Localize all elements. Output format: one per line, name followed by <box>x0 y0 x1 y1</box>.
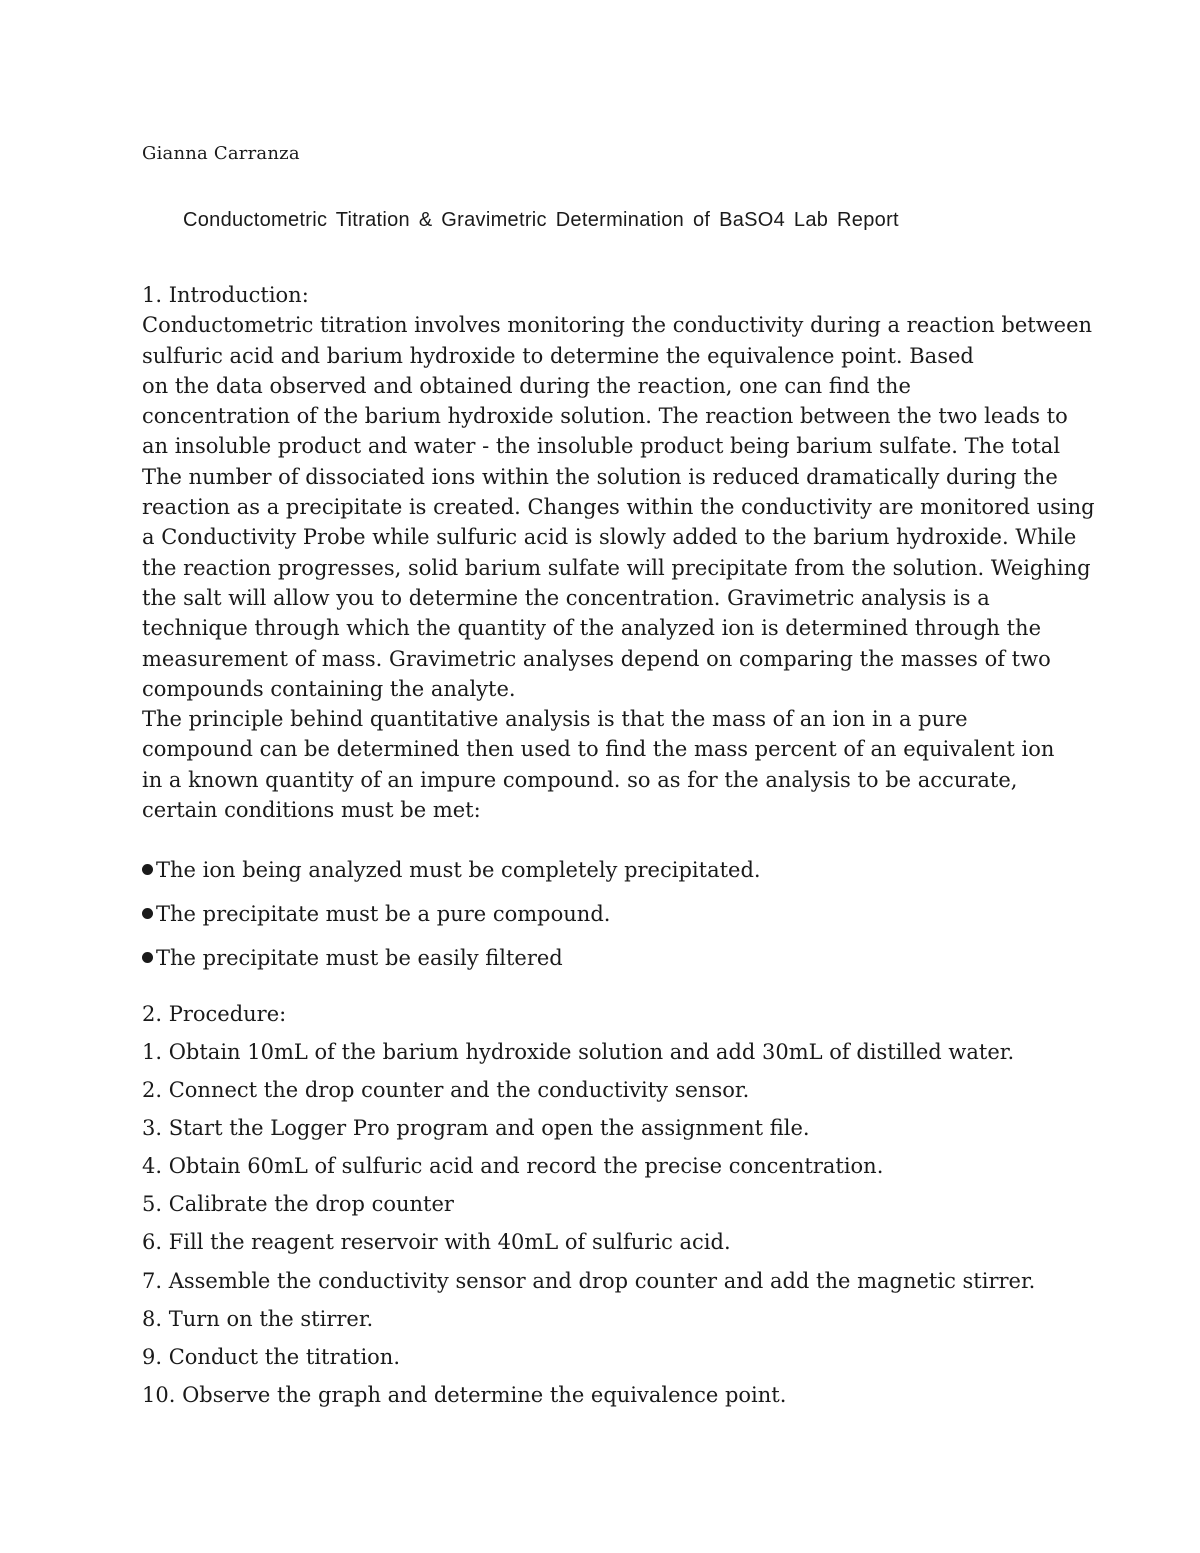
author-name: Gianna Carranza <box>142 143 300 164</box>
conditions-list <box>142 848 761 980</box>
intro-line: on the data observed and obtained during the reaction, one can find the <box>142 373 911 398</box>
intro-line: in a known quantity of an impure compound. so as for the analysis to be accurate, <box>142 767 1018 792</box>
procedure-step: 6. Fill the reagent reservoir with 40mL of sulfuric acid. <box>142 1230 731 1255</box>
condition-item <box>142 892 761 936</box>
intro-line: compounds containing the analyte. <box>142 676 516 701</box>
bullet-icon <box>142 908 153 919</box>
intro-line: sulfuric acid and barium hydroxide to determine the equivalence point. Based <box>142 343 974 368</box>
intro-line: The number of dissociated ions within the solution is reduced dramatically during the <box>142 464 1058 489</box>
condition-text: The precipitate must be easily filtered <box>156 946 563 970</box>
intro-line: Conductometric titration involves monitoring the conductivity during a reaction between <box>142 313 1093 338</box>
intro-line: a Conductivity Probe while sulfuric acid is slowly added to the barium hydroxide. While <box>142 525 1077 550</box>
procedure-section <box>142 995 1035 1414</box>
intro-line: concentration of the barium hydroxide solution. The reaction between the two leads to <box>142 404 1068 429</box>
intro-line: measurement of mass. Gravimetric analyses depend on comparing the masses of two <box>142 646 1051 671</box>
procedure-step: 10. Observe the graph and determine the equivalence point. <box>142 1382 787 1407</box>
procedure-step: 5. Calibrate the drop counter <box>142 1192 454 1217</box>
intro-line: an insoluble product and water - the insoluble product being barium sulfate. The total <box>142 434 1061 459</box>
intro-line: the salt will allow you to determine the concentration. Gravimetric analysis is a <box>142 585 990 610</box>
procedure-step: 4. Obtain 60mL of sulfuric acid and record the precise concentration. <box>142 1154 884 1179</box>
condition-item <box>142 848 761 892</box>
condition-item <box>142 936 761 980</box>
procedure-step: 2. Connect the drop counter and the conductivity sensor. <box>142 1078 750 1103</box>
condition-text: The precipitate must be a pure compound. <box>156 902 611 926</box>
procedure-step: 7. Assemble the conductivity sensor and drop counter and add the magnetic stirrer. <box>142 1268 1036 1293</box>
procedure-step: 9. Conduct the titration. <box>142 1344 401 1369</box>
condition-text: The ion being analyzed must be completely precipitated. <box>156 858 761 882</box>
procedure-step: 1. Obtain 10mL of the barium hydroxide solution and add 30mL of distilled water. <box>142 1040 1015 1064</box>
bullet-icon <box>142 952 153 963</box>
procedure-step: 8. Turn on the stirrer. <box>142 1306 374 1331</box>
bullet-icon <box>142 864 153 875</box>
procedure-heading: 2. Procedure: <box>142 1002 287 1026</box>
intro-line: The principle behind quantitative analysis is that the mass of an ion in a pure <box>142 707 968 732</box>
intro-line: certain conditions must be met: <box>142 798 481 823</box>
introduction-heading: 1. Introduction: <box>142 283 309 307</box>
intro-line: the reaction progresses, solid barium sulfate will precipitate from the solution. Weighing <box>142 555 1091 580</box>
intro-line: compound can be determined then used to find the mass percent of an equivalent ion <box>142 737 1055 762</box>
intro-line: technique through which the quantity of the analyzed ion is determined through the <box>142 616 1041 641</box>
introduction-section <box>142 280 1095 825</box>
intro-line: reaction as a precipitate is created. Changes within the conductivity are monitored using <box>142 495 1095 520</box>
procedure-step: 3. Start the Logger Pro program and open the assignment file. <box>142 1116 810 1141</box>
report-title: Conductometric Titration & Gravimetric Determination of BaSO4 Lab Report <box>183 209 899 231</box>
